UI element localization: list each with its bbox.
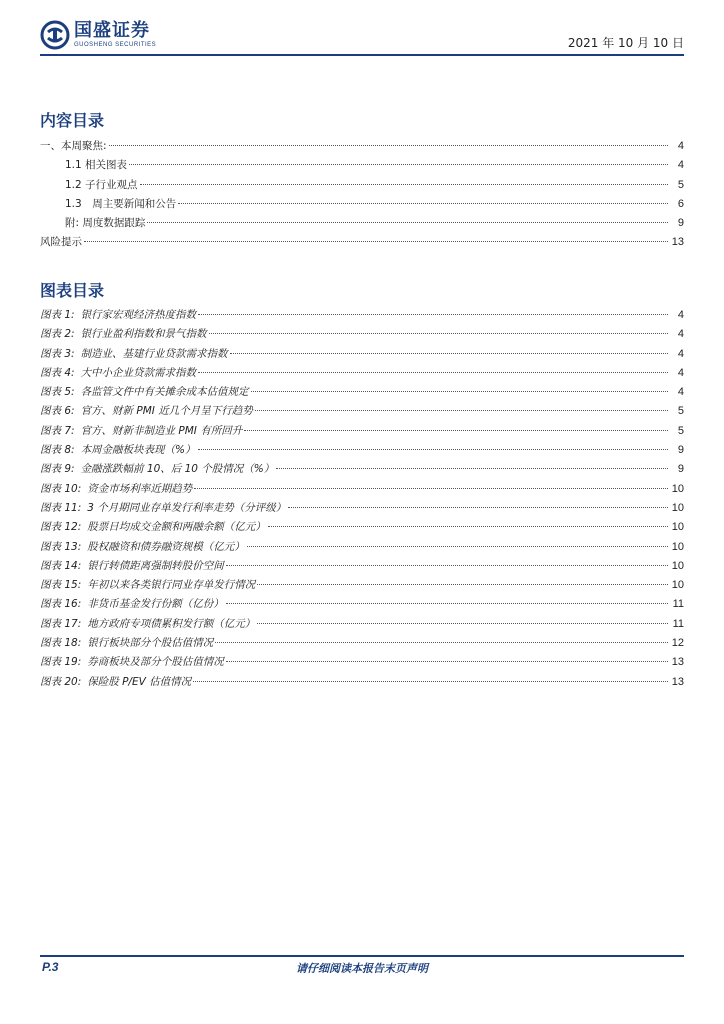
figure-number: 图表 12: <box>40 521 82 534</box>
contents-title: 内容目录 <box>40 111 105 130</box>
figure-entry-page: 10 <box>671 559 684 572</box>
logo-emblem-icon <box>40 20 70 50</box>
figures-list <box>40 307 684 693</box>
figure-entry-page: 9 <box>677 444 684 457</box>
company-logo <box>40 20 156 50</box>
toc-entry-page: 5 <box>677 178 684 191</box>
figure-caption: 股权融资和债券融资规模（亿元） <box>87 540 245 553</box>
dot-leader <box>147 222 668 223</box>
figure-entry-label <box>40 365 196 380</box>
figure-caption: 3 个月期同业存单发行利率走势（分评级） <box>87 501 287 514</box>
figure-number: 图表 7: <box>40 424 75 437</box>
toc-entry-label: 1.2 子行业观点 <box>65 178 138 191</box>
figure-number: 图表 19: <box>40 656 82 669</box>
figure-caption: 制造业、基建行业贷款需求指数 <box>80 347 228 360</box>
figure-entry-label <box>40 423 242 438</box>
toc-entry-label: 1.1 相关图表 <box>65 159 128 172</box>
dot-leader <box>84 241 668 242</box>
toc-entry[interactable] <box>40 138 684 157</box>
figure-entry[interactable] <box>40 654 684 673</box>
toc-entry-page: 6 <box>677 197 684 210</box>
figure-caption: 非货币基金发行份额（亿份） <box>87 598 224 611</box>
dot-leader <box>194 488 668 489</box>
logo-name-cn: 国盛证券 <box>74 20 150 41</box>
figure-caption: 券商板块及部分个股估值情况 <box>87 656 224 669</box>
figure-entry-page: 10 <box>671 501 684 514</box>
dot-leader <box>198 314 668 315</box>
figure-number: 图表 4: <box>40 366 75 379</box>
figure-entry-label <box>40 481 192 496</box>
dot-leader <box>198 372 668 373</box>
dot-leader <box>193 681 668 682</box>
dot-leader <box>257 584 668 585</box>
figure-caption: 年初以来各类银行同业存单发行情况 <box>87 579 256 592</box>
dot-leader <box>276 468 668 469</box>
figure-entry[interactable] <box>40 346 684 365</box>
toc-entry[interactable] <box>40 177 684 196</box>
figure-entry-page: 10 <box>671 521 684 534</box>
figure-entry[interactable] <box>40 674 684 693</box>
toc-entry[interactable] <box>40 234 684 253</box>
dot-leader <box>255 410 668 411</box>
toc-entry[interactable] <box>40 196 684 215</box>
figure-number: 图表 13: <box>40 540 82 553</box>
toc-entry-page: 4 <box>677 140 684 152</box>
figure-caption: 银行板块部分个股估值情况 <box>87 637 214 650</box>
figure-entry-label <box>40 577 255 592</box>
figure-entry-page: 5 <box>677 424 684 437</box>
figure-number: 图表 16: <box>40 598 82 611</box>
figure-caption: 股票日均成交金额和两融余额（亿元） <box>87 521 266 534</box>
figure-number: 图表 17: <box>40 617 82 630</box>
figure-caption: 金融涨跌幅前 10、后 10 个股情况（%） <box>80 463 275 476</box>
dot-leader <box>109 145 668 146</box>
figure-number: 图表 2: <box>40 328 75 341</box>
figure-entry-page: 5 <box>677 405 684 418</box>
figure-entry-label <box>40 326 207 341</box>
figure-entry-label <box>40 500 286 515</box>
figure-entry-label <box>40 519 266 534</box>
dot-leader <box>198 449 668 450</box>
figure-entry-label <box>40 674 191 689</box>
figure-number: 图表 5: <box>40 386 75 399</box>
dot-leader <box>226 603 668 604</box>
figure-entry[interactable] <box>40 596 684 615</box>
dot-leader <box>209 333 668 334</box>
figure-entry[interactable] <box>40 500 684 519</box>
toc-entry-label: 一、本周聚焦: <box>40 140 107 152</box>
dot-leader <box>247 546 668 547</box>
dot-leader <box>244 430 668 431</box>
figure-caption: 银行转债距离强制转股价空间 <box>87 559 224 572</box>
figure-number: 图表 1: <box>40 309 75 321</box>
figure-entry-label <box>40 384 249 399</box>
figure-entry-label <box>40 442 196 457</box>
figure-entry-page: 11 <box>672 617 684 630</box>
figure-entry-label <box>40 654 224 669</box>
figure-entry[interactable] <box>40 558 684 577</box>
figure-caption: 各监管文件中有关摊余成本估值规定 <box>80 386 249 399</box>
header-divider <box>40 54 684 56</box>
figure-entry-page: 11 <box>672 598 684 611</box>
figure-number: 图表 9: <box>40 463 75 476</box>
toc-entry[interactable] <box>40 215 684 234</box>
figure-entry[interactable] <box>40 461 684 480</box>
figure-entry-page: 10 <box>671 579 684 592</box>
dot-leader <box>268 526 668 527</box>
toc-entry-page: 9 <box>677 217 684 230</box>
logo-name-en: GUOSHENG SECURITIES <box>74 42 157 48</box>
figure-entry[interactable] <box>40 326 684 345</box>
figure-entry-label <box>40 403 253 418</box>
figure-entry[interactable] <box>40 616 684 635</box>
figure-entry-page: 13 <box>671 675 684 688</box>
figure-entry-page: 13 <box>671 656 684 669</box>
figure-caption: 本周金融板块表现（%） <box>80 444 196 457</box>
figure-entry-label <box>40 346 228 361</box>
figure-number: 图表 6: <box>40 405 75 418</box>
figure-entry-page: 10 <box>671 540 684 553</box>
figure-entry[interactable] <box>40 539 684 558</box>
toc-entry[interactable] <box>40 157 684 176</box>
figure-entry[interactable] <box>40 384 684 403</box>
figure-number: 图表 18: <box>40 637 82 650</box>
figure-entry-label <box>40 539 245 554</box>
figure-entry-page: 4 <box>677 386 684 399</box>
figure-entry-label <box>40 596 224 611</box>
figure-number: 图表 20: <box>40 675 82 688</box>
figure-entry-page: 9 <box>677 463 684 476</box>
toc-entry-label: 附: 周度数据跟踪 <box>65 217 146 230</box>
toc-entry-page: 4 <box>677 159 684 172</box>
dot-leader <box>129 164 668 165</box>
figure-caption: 官方、财新非制造业 PMI 有所回升 <box>80 424 243 437</box>
figure-entry-page: 4 <box>677 309 684 321</box>
figure-number: 图表 10: <box>40 482 82 495</box>
dot-leader <box>140 184 668 185</box>
figure-entry[interactable] <box>40 365 684 384</box>
dot-leader <box>251 391 668 392</box>
figure-caption: 银行业盈利指数和景气指数 <box>80 328 207 341</box>
figure-number: 图表 11: <box>40 501 82 514</box>
figure-entry-label <box>40 558 224 573</box>
figure-caption: 银行家宏观经济热度指数 <box>80 309 197 321</box>
figure-number: 图表 8: <box>40 444 75 457</box>
figure-entry-label <box>40 635 213 650</box>
figure-number: 图表 15: <box>40 579 82 592</box>
figure-entry-label <box>40 616 255 631</box>
dot-leader <box>226 565 668 566</box>
figure-entry[interactable] <box>40 442 684 461</box>
dot-leader <box>257 623 668 624</box>
figure-caption: 地方政府专项债累积发行额（亿元） <box>87 617 256 630</box>
report-date: 2021 年 10 月 10 日 <box>567 36 684 50</box>
dot-leader <box>230 353 668 354</box>
figure-entry[interactable] <box>40 519 684 538</box>
figure-entry-page: 4 <box>677 347 684 360</box>
figure-entry-page: 4 <box>677 328 684 341</box>
figures-title: 图表目录 <box>40 281 105 300</box>
figure-entry[interactable] <box>40 577 684 596</box>
contents-list <box>40 138 684 254</box>
dot-leader <box>178 203 668 204</box>
toc-entry-label: 风险提示 <box>40 236 82 249</box>
figure-entry-page: 10 <box>671 482 684 495</box>
figure-number: 图表 14: <box>40 559 82 572</box>
page-header <box>40 20 684 54</box>
footer-divider <box>40 955 684 957</box>
figure-caption: 大中小企业贷款需求指数 <box>80 366 197 379</box>
figure-caption: 保险股 P/EV 估值情况 <box>87 675 192 688</box>
page-number: P.3 <box>42 960 59 974</box>
dot-leader <box>215 642 668 643</box>
toc-entry-page: 13 <box>671 236 684 249</box>
figure-number: 图表 3: <box>40 347 75 360</box>
dot-leader <box>288 507 668 508</box>
figure-entry-page: 4 <box>677 366 684 379</box>
footer-disclaimer: 请仔细阅读本报告末页声明 <box>296 962 428 975</box>
figure-entry-page: 12 <box>671 637 684 650</box>
figure-entry[interactable] <box>40 403 684 422</box>
figure-caption: 资金市场利率近期趋势 <box>87 482 193 495</box>
figure-entry-label <box>40 307 196 322</box>
figure-entry[interactable] <box>40 635 684 654</box>
dot-leader <box>226 661 668 662</box>
figure-entry[interactable] <box>40 481 684 500</box>
figure-entry[interactable] <box>40 307 684 326</box>
figure-entry-label <box>40 461 274 476</box>
toc-entry-label: 1.3 周主要新闻和公告 <box>65 197 177 210</box>
figure-entry[interactable] <box>40 423 684 442</box>
figure-caption: 官方、财新 PMI 近几个月呈下行趋势 <box>80 405 253 418</box>
